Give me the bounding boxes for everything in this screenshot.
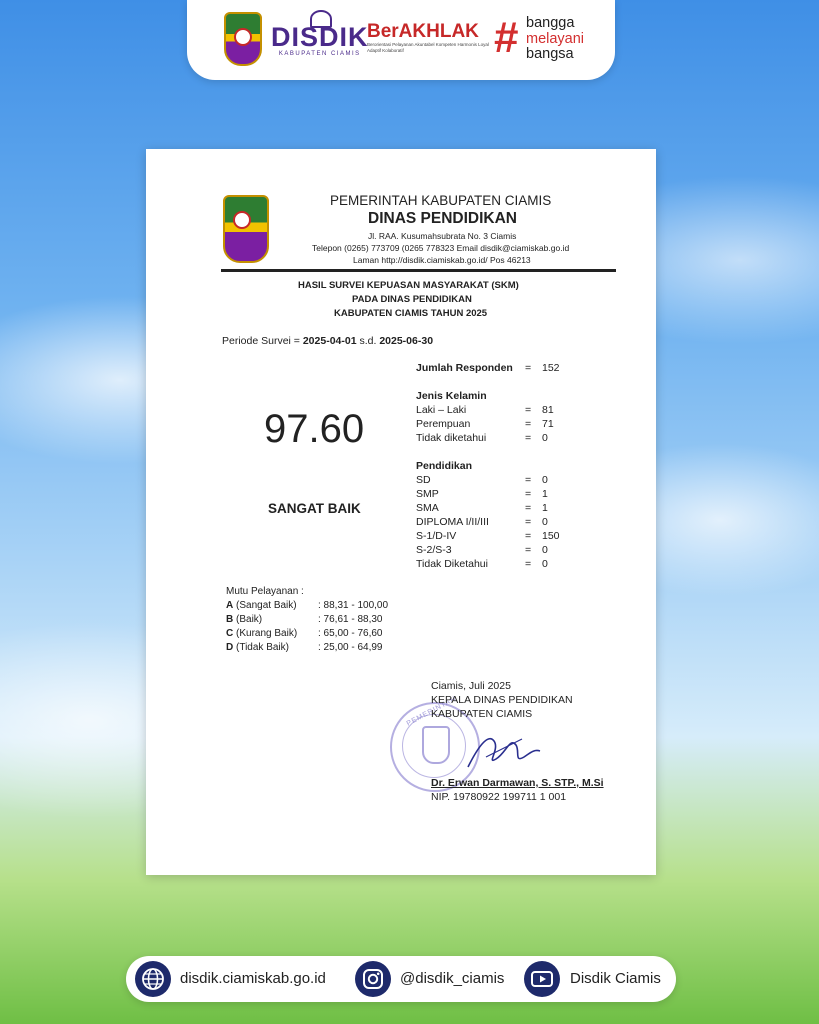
grade-desc: (Sangat Baik) <box>233 600 297 611</box>
stamp-text: PEMERINTAH <box>405 695 458 728</box>
melayani-word: melayani <box>526 30 585 47</box>
period-label: Periode Survei = <box>222 335 303 347</box>
bangsa-word: bangsa <box>526 46 574 62</box>
signature-scribble-icon <box>464 727 544 775</box>
survey-period <box>222 335 433 347</box>
bangga-word: bangga <box>526 15 575 31</box>
education-heading: Pendidikan <box>416 460 473 472</box>
letterhead-address: Jl. RAA. Kusumahsubrata No. 3 Ciamis <box>368 231 517 241</box>
survey-title-line3: KABUPATEN CIAMIS TAHUN 2025 <box>334 308 488 319</box>
edu-value-diploma: 0 <box>542 516 548 528</box>
gender-value-unknown: 0 <box>542 432 548 444</box>
gender-label-male: Laki – Laki <box>416 404 467 416</box>
quality-row <box>226 628 297 639</box>
ikm-score: 97.60 <box>264 407 365 451</box>
disdik-logo-text: DISDIK <box>271 22 369 52</box>
grade-letter: B <box>226 614 234 625</box>
signatory-name: Dr. Erwan Darmawan, S. STP., M.Si <box>431 777 604 789</box>
letterhead-divider <box>221 269 616 272</box>
edu-label-smp: SMP <box>416 488 439 500</box>
kabupaten-crest-icon <box>224 12 262 66</box>
respondents-label: Jumlah Responden <box>416 362 513 374</box>
quality-row <box>226 614 262 625</box>
quality-heading: Mutu Pelayanan : <box>226 586 304 597</box>
quality-row <box>226 642 289 653</box>
grade-letter: A <box>226 600 234 611</box>
edu-eq-sma: = <box>525 502 532 514</box>
edu-value-smp: 1 <box>542 488 548 500</box>
edu-label-diploma: DIPLOMA I/II/III <box>416 516 489 528</box>
survey-title-line2: PADA DINAS PENDIDIKAN <box>352 294 472 305</box>
berakhlak-logo <box>367 22 497 54</box>
disdik-logo <box>271 24 369 57</box>
grade-desc: (Tidak Baik) <box>233 642 289 653</box>
grade-range: : 65,00 - 76,60 <box>318 628 383 639</box>
gender-value-female: 71 <box>542 418 554 430</box>
edu-label-s2s3: S-2/S-3 <box>416 544 452 556</box>
edu-eq-s2s3: = <box>525 544 532 556</box>
letterhead-phone: Telepon (0265) 773709 (0265 778323 Email disdik@ciamiskab.go.id <box>312 243 570 253</box>
edu-eq-diploma: = <box>525 516 532 528</box>
letterhead-government: PEMERINTAH KABUPATEN CIAMIS <box>330 193 552 208</box>
period-start: 2025-04-01 <box>302 335 357 347</box>
globe-icon <box>135 961 171 997</box>
berakhlak-subtitle: Berorientasi Pelayanan Akuntabel Kompeten Harmonis Loyal Adaptif Kolaboratif <box>367 42 489 53</box>
edu-eq-smp: = <box>525 488 532 500</box>
stamp-crest-icon <box>422 726 450 764</box>
gender-eq-female: = <box>525 418 532 430</box>
signature-place-date: Ciamis, Juli 2025 <box>431 680 511 692</box>
footer-website-link[interactable]: disdik.ciamiskab.go.id <box>180 970 326 987</box>
edu-eq-s1: = <box>525 530 532 542</box>
signature-position: KEPALA DINAS PENDIDIKAN <box>431 694 573 706</box>
period-end: 2025-06-30 <box>379 335 434 347</box>
respondents-eq: = <box>525 362 532 374</box>
grade-letter: C <box>226 628 234 639</box>
edu-label-sd: SD <box>416 474 431 486</box>
gender-heading: Jenis Kelamin <box>416 390 487 402</box>
footer-instagram-link[interactable]: @disdik_ciamis <box>400 970 505 987</box>
edu-value-sd: 0 <box>542 474 548 486</box>
signature-regency: KABUPATEN CIAMIS <box>431 708 533 720</box>
letterhead-web: Laman http://disdik.ciamiskab.go.id/ Pos 46213 <box>353 255 531 265</box>
instagram-icon <box>355 961 391 997</box>
grade-range: : 76,61 - 88,30 <box>318 614 383 625</box>
gender-value-male: 81 <box>542 404 554 416</box>
grade-letter: D <box>226 642 234 653</box>
edu-label-unknown: Tidak Diketahui <box>416 558 488 570</box>
youtube-icon <box>524 961 560 997</box>
footer-youtube-link[interactable]: Disdik Ciamis <box>570 970 661 987</box>
gender-label-unknown: Tidak diketahui <box>416 432 487 444</box>
grade-desc: (Baik) <box>233 614 263 625</box>
edu-value-s2s3: 0 <box>542 544 548 556</box>
letterhead-department: DINAS PENDIDIKAN <box>368 210 517 227</box>
disdik-logo-subtitle: KABUPATEN CIAMIS <box>278 51 361 57</box>
score-category: SANGAT BAIK <box>268 501 361 516</box>
quality-row <box>226 600 297 611</box>
letterhead-crest-icon <box>223 195 269 263</box>
edu-eq-unknown: = <box>525 558 532 570</box>
edu-eq-sd: = <box>525 474 532 486</box>
edu-label-sma: SMA <box>416 502 439 514</box>
edu-value-s1: 150 <box>542 530 560 542</box>
edu-label-s1: S-1/D-IV <box>416 530 457 542</box>
grade-desc: (Kurang Baik) <box>233 628 298 639</box>
gender-eq-unknown: = <box>525 432 532 444</box>
respondents-value: 152 <box>542 362 560 374</box>
edu-value-unknown: 0 <box>542 558 548 570</box>
hash-icon: # <box>494 13 519 62</box>
grade-range: : 88,31 - 100,00 <box>318 600 389 611</box>
signatory-nip: NIP. 19780922 199711 1 001 <box>431 791 567 803</box>
berakhlak-title: BerAKHLAK <box>367 21 479 42</box>
gender-label-female: Perempuan <box>416 418 471 430</box>
survey-document <box>146 149 656 875</box>
period-sd: s.d. <box>356 335 380 347</box>
edu-value-sma: 1 <box>542 502 548 514</box>
grade-range: : 25,00 - 64,99 <box>318 642 383 653</box>
survey-title-line1: HASIL SURVEI KEPUASAN MASYARAKAT (SKM) <box>298 280 519 291</box>
gender-eq-male: = <box>525 404 532 416</box>
